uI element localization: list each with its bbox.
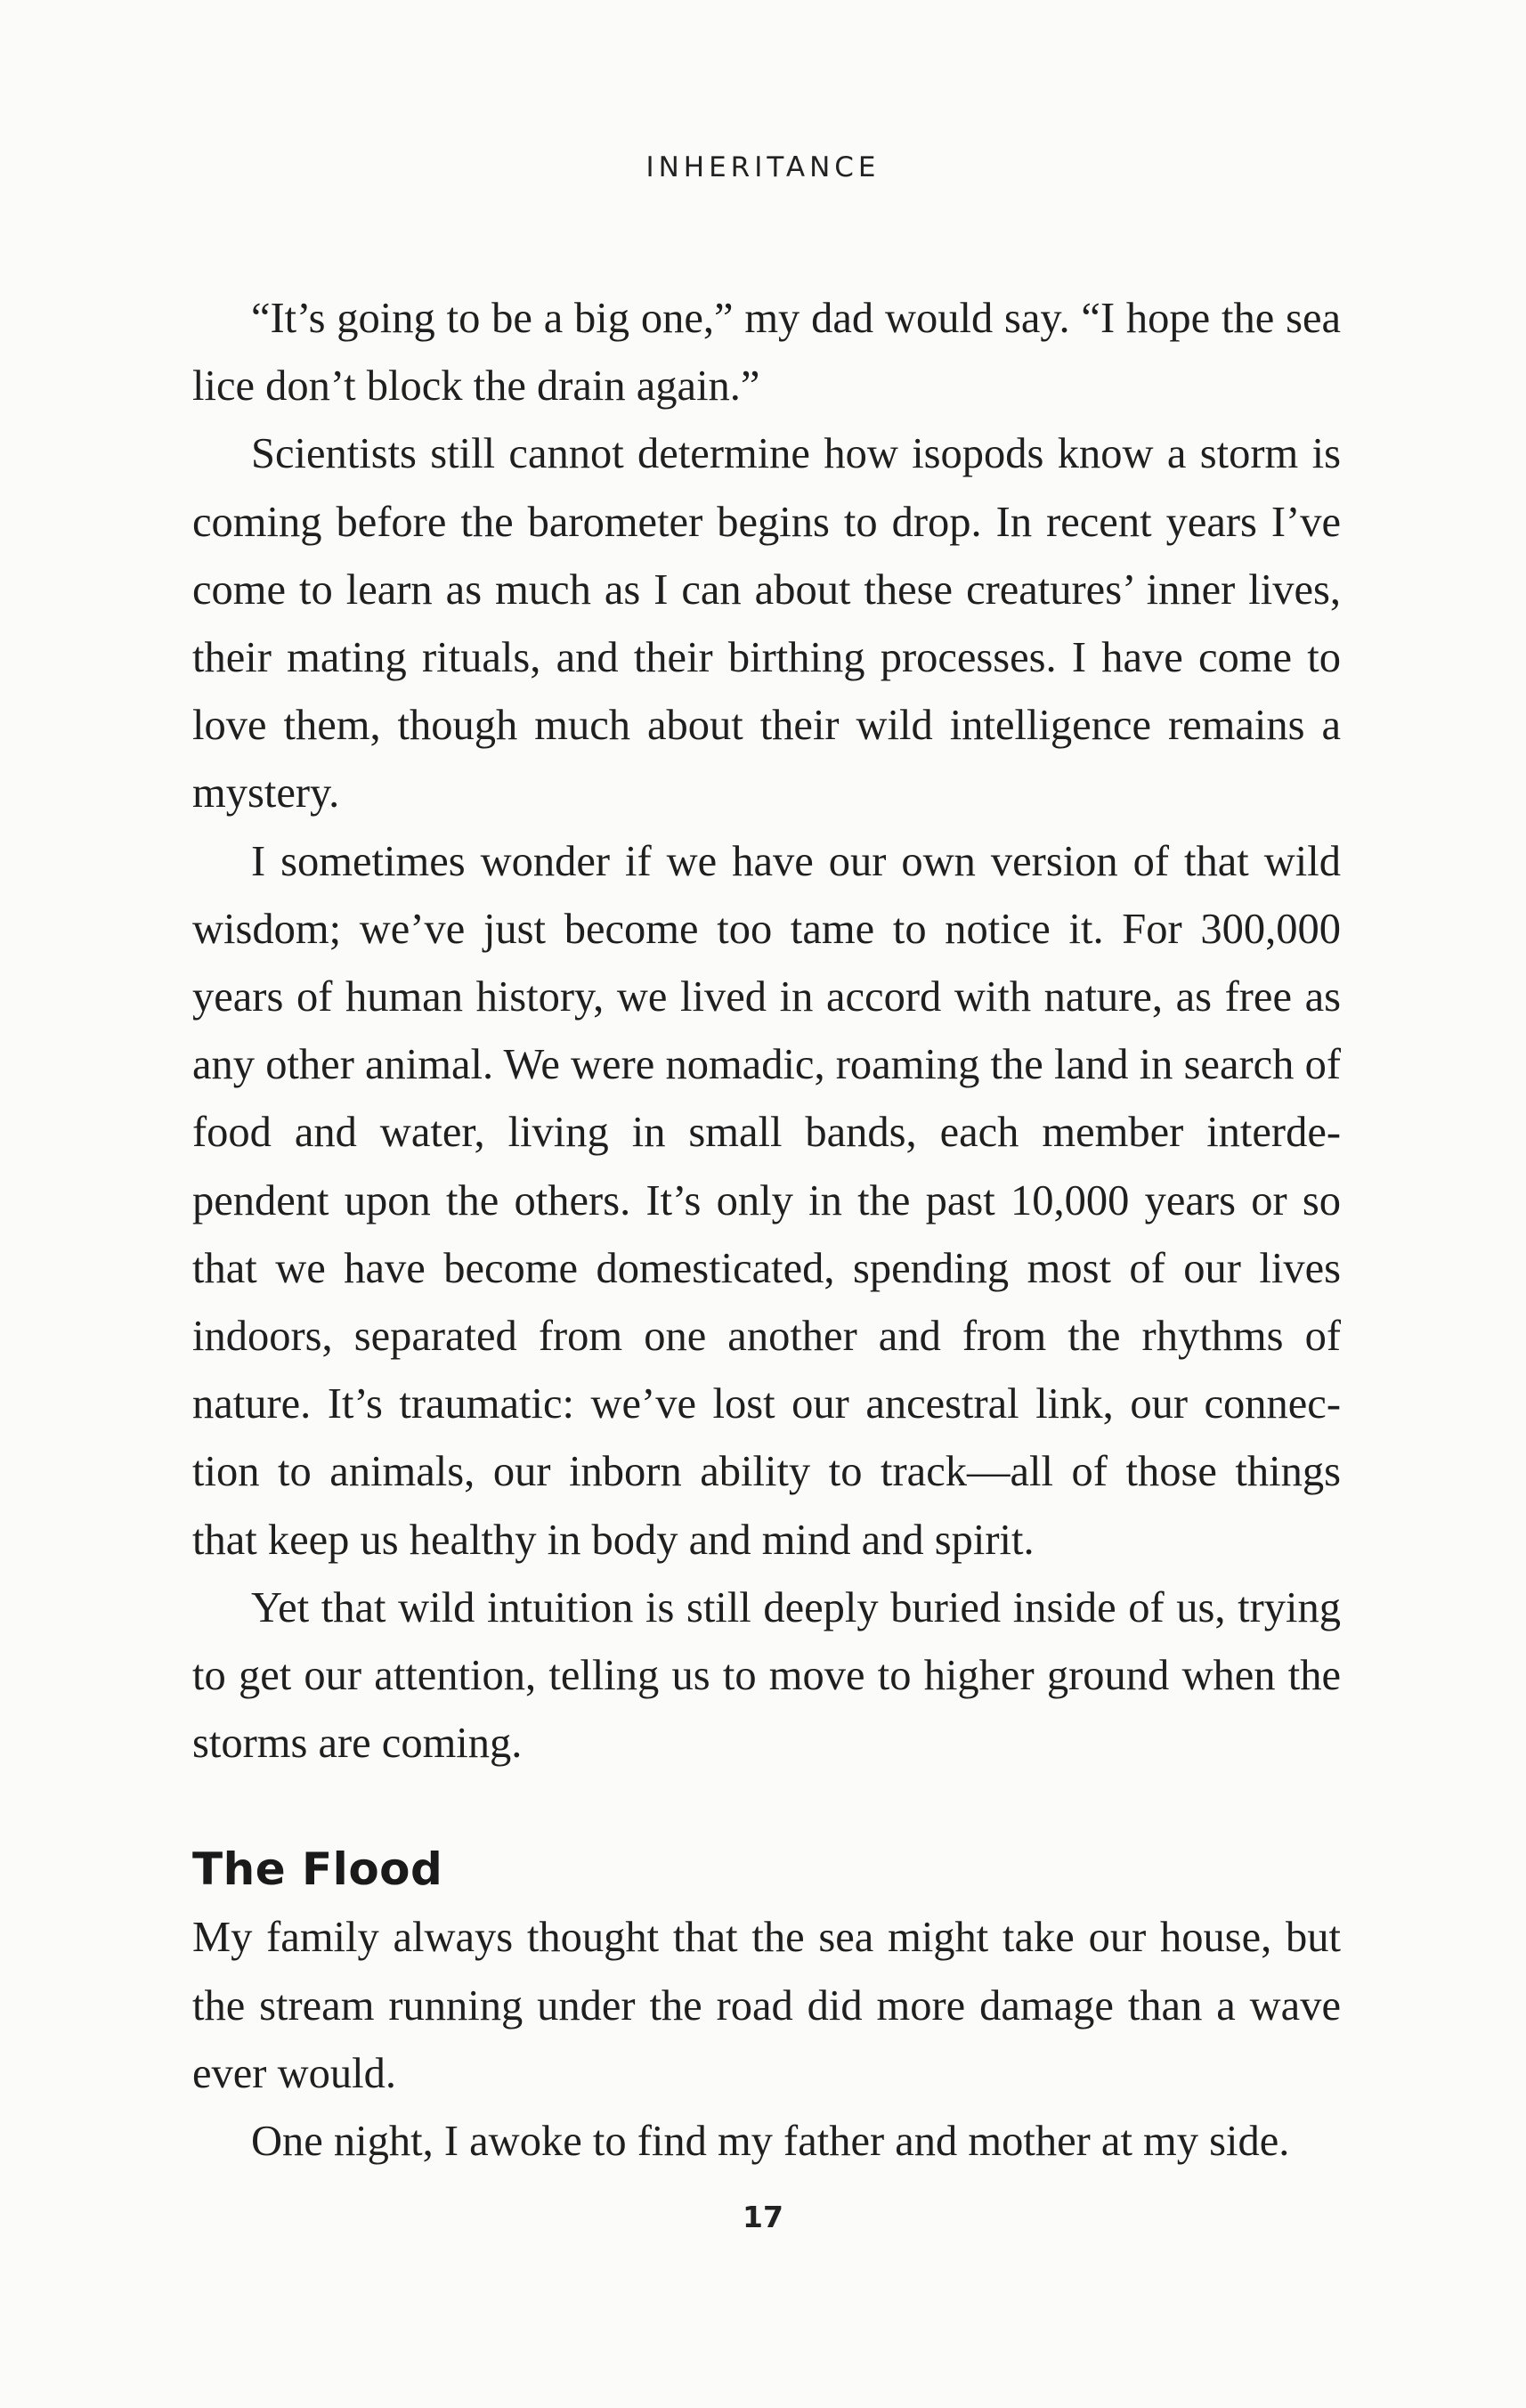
running-head: INHERITANCE: [645, 151, 881, 183]
paragraph: Scientists still cannot determine how isopods know a storm is coming before the barometer begins to drop. In recent years I’ve come to learn as much as I can about these creatures’ inner lives, their mating rituals, and their birthing processes. I have come to love them, though much about their wild intelligence remains a mystery.: [192, 430, 1341, 818]
paragraph: “It’s going to be a big one,” my dad would say. “I hope the sea lice don’t block the drain again.”: [192, 295, 1341, 411]
paragraph: My family always thought that the sea might take our house, but the stream running under the road did more damage than a wave ever would.: [192, 1914, 1341, 2097]
section-heading: The Flood: [192, 1843, 443, 1896]
paragraph: Yet that wild intuition is still deeply buried inside of us, trying to get our attention, telling us to move to higher ground when the storms are coming.: [192, 1583, 1341, 1768]
page-number: 17: [743, 2200, 783, 2234]
body-text: [192, 285, 1341, 2176]
paragraph: One night, I awoke to find my father and mother at my side.: [251, 2118, 1290, 2166]
paragraph: I sometimes wonder if we have our own version of that wild wisdom; we’ve just become too tame to notice it. For 300,000 years of human history, we lived in accord with nature, as free as any other animal. We were nomadic, roaming the land in search of food and water, living in small bands, each member interdependent upon the others. It’s only in the past 10,000 years or so that we have become domesticated, spending most of our lives indoors, separated from one another and from the rhythms of nature. It’s traumatic: we’ve lost our ancestral link, our connection to animals, our inborn ability to track—all of those things that keep us healthy in body and mind and spirit.: [192, 837, 1341, 1564]
